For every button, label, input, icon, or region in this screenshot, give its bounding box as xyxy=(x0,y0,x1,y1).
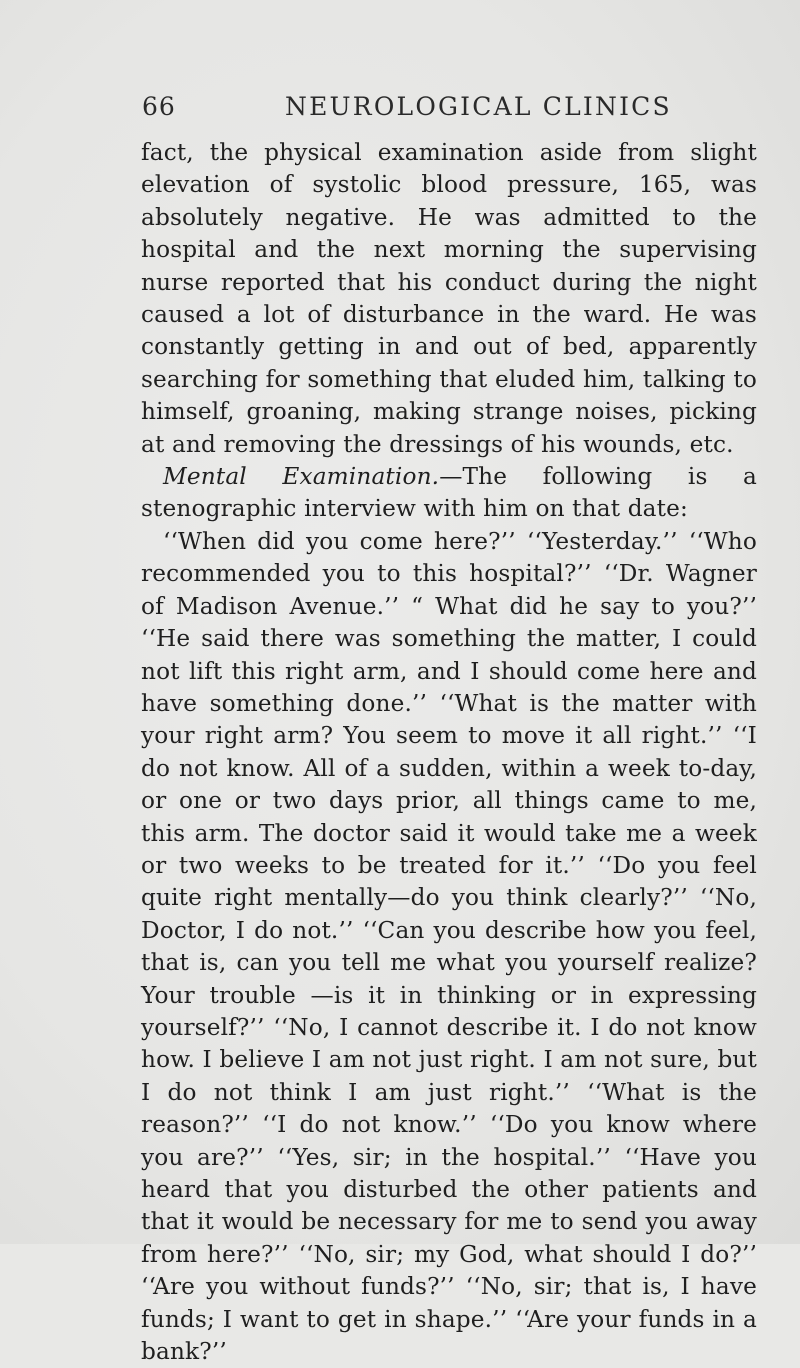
mental-exam-intro-text: —The following is a stenographic interview with him on that date: xyxy=(141,463,757,523)
page-number: 66 xyxy=(142,92,176,121)
paragraph-interview: ‘‘When did you come here?’’ ‘‘Yesterday.’’ ‘‘Who recommended you to this hospital?’’ ‘‘Dr. Wagner of Madison Avenue.’’ “ What did he say to you?’’ ‘‘He said there was something the matter, I could not lift this right arm, and I should come here and have something done.’’ ‘‘What is the matter with your right arm? You seem to move it all right.’’ ‘‘I do not know. All of a sudden, within a week to-day, or one or two days prior, all things came to me, this arm. The doctor said it would take me a week or two weeks to be treated for it.’’ ‘‘Do you feel quite right mentally—do you think clearly?’’ ‘‘No, Doctor, I do not.’’ ‘‘Can you describe how you feel, that is, can you tell me what you yourself realize? Your trouble —is it in thinking or in expressing yourself?’’ ‘‘No, I cannot describe it. I do not know how. I believe I am not just right. I am not sure, but I do not think I am just right.’’ ‘‘What is the reason?’’ ‘‘I do not know.’’ ‘‘Do you know where you are?’’ ‘‘Yes, sir; in the hospital.’’ ‘‘Have you heard that you disturbed the other patients and that it would be necessary for me to send you away from here?’’ ‘‘No, sir; my God, what should I do?’’ ‘‘Are you without funds?’’ ‘‘No, sir; that is, I have funds; I want to get in shape.’’ ‘‘Are your funds in a bank?’’ xyxy=(141,527,757,1366)
section-heading-mental-examination: Mental Examination. xyxy=(163,463,440,491)
body-text xyxy=(141,137,757,1368)
paragraph-physical-exam: fact, the physical examination aside from slight elevation of systolic blood pressure, 165, was absolutely negative. He was admitted to the hospital and the next morning the supervising nurse reported that his conduct during the night caused a lot of disturbance in the ward. He was constantly getting in and out of bed, apparently searching for something that eluded him, talking to himself, groaning, making strange noises, picking at and removing the dressings of his wounds, etc. xyxy=(141,139,757,458)
paragraph-mental-exam-intro xyxy=(141,461,757,526)
running-head: NEUROLOGICAL CLINICS xyxy=(285,92,672,121)
page-header xyxy=(0,92,800,132)
